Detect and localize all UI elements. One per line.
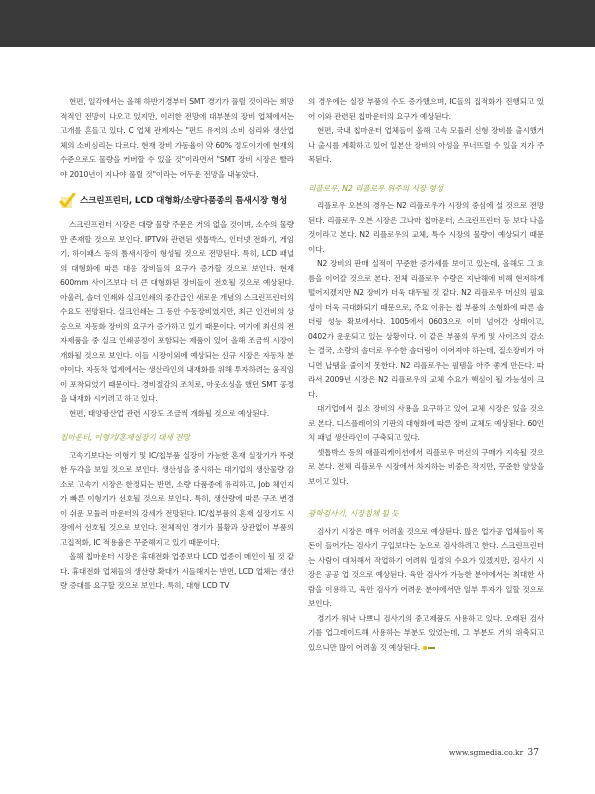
intro-paragraph: 현편, 일각에서는 올해 하반기경부터 SMT 경기가 풀릴 것이라는 희망적적인 전망이 나오고 있지만, 이러한 전망에 대부분의 장비 업체에서는 고개를 흔들고 있다. C 업체 관계자는 "펀드 유저의 소비 심리와 생산업체의 소비심리는 다르다. 현재 장비 가동율이 약 60% 정도이기에 현재의 수준으로도 물량을 커버할 수 있을 것"이라면서 "SMT 장비 시장은 빨라야 2010년이 지나야 풀릴 것"이라는 어두운 전망을 내놓았다.	[60, 97, 294, 179]
subheading-chip-mounter: 칩마운터, 이형기/혼재실장기 대세 전망	[60, 433, 190, 442]
section-heading-text: 스크린프린터, LCD 대형화/소량다품종의 틈새시장 형성	[80, 195, 288, 206]
checkmark-icon	[58, 193, 76, 209]
left-column	[60, 95, 294, 594]
section-heading	[58, 193, 294, 209]
body-paragraph: 현편, 태양광산업 관련 시장도 조금씩 개화될 것으로 예상된다.	[69, 408, 270, 418]
body-paragraph	[308, 612, 544, 656]
body-paragraph: N2 장비의 판매 실적이 꾸준한 증가세를 보이고 있는데, 올해도 그 흐름을 이어갈 것으로 본다. 전체 리플로우 수량은 지난해에 비해 현저하게 떨어지겠지만 N2 장비가 더욱 대두될 것 같다. N2 리플로우 머신의 필요성이 더욱 극대화되기 때문으로, 주요 이유는 칩 부품의 소형화에 따른 솔더링 성능 확보에서다. 1005에서 0603으로 이미 넘어간 상태이고, 0402가 운운되고 있는 상황이다. 이 같은 부품의 무게 및 사이즈의 감소는 결국, 소량의 솔더로 우수한 솔더링이 이어져야 하는데, 질소장비가 아니면 납땜을 줄이지 못한다. N2 리플로우는 필템을 아주 좋게 만든다. 따라서 2009년 시장은 N2 리플로우의 교체 수요가 핵심이 될 가능성이 크다.	[308, 259, 544, 399]
body-paragraph: 셋톱박스 등의 애플리케이션에서 리플로우 머신의 구매가 지속될 것으로 본다. 전체 리플로우 시장에서 차지하는 비중은 작지만, 꾸준한 양상을 보이고 있다.	[308, 447, 544, 486]
subheading-reflow: 리플로우, N2 리플로우 위주의 시장 형성	[308, 183, 444, 193]
subheading-aoi: 광학검사기, 시장침체 될 듯	[308, 509, 399, 518]
end-mark-icon	[422, 645, 436, 651]
body-paragraph: 고속기보다는 이형기 및 IC/칩부품 실장이 가능한 혼재 실장기가 뚜렷한 두각을 보일 것으로 보인다. 생산성을 중시하는 대기업의 생산물량 감소로 고속기 시장은 한정되는 반면, 소량 다품종에 유리하고, Job 체인지가 빠른 이형기가 선호될 것으로 보인다. 특히, 생산량에 따른 구조 변경이 쉬운 모듈러 마운터의 강세가 전망된다. IC/칩부품의 혼재 실장기도 시장에서 선호될 것으로 보인다. 전체적인 경기가 불황과 상관없이 부품의 고집적화, IC 적용율은 꾸준해지고 있기 때문이다.	[60, 450, 294, 547]
last-paragraph-text: 경기가 워낙 나쁘니 검사기의 중고제품도 사용하고 있다. 오래된 검사기를 업그레이드해 사용하는 부분도 있었는데, 그 부분도 거의 위축되고 있으니만 많이 어려울 것 예상된다.	[308, 613, 544, 652]
body-paragraph: 검사기 시장은 매우 어려울 것으로 예상된다. 많은 업가공 업체들이 목돈이 들어가는 검사기 구입보다는 눈으로 검사하려고 한다. 스크린프린터는 사람이 대처해서 작업하기 어려워 일정의 수요가 있겠지만, 검사기 시장은 공공 업 것으로 예상된다. 육안 검사가 가능한 분야에서는 최대한 사람을 이용하고, 육안 검사가 어려운 분야에서만 일부 투자가 일할 것으로 보인다.	[308, 526, 544, 608]
page-footer	[449, 748, 539, 758]
body-paragraph: 리플로우 오븐의 경우는 N2 리플로우가 시장의 중심에 설 것으로 전망된다. 리플로우 오븐 시장은 그나마 칩마운터, 스크린프린터 등 보다 나을 것이라고 본다. N2 리플로우의 교체, 특수 시장의 물량이 예상되기 때문이다.	[308, 201, 544, 254]
right-column	[308, 95, 544, 655]
body-paragraph: 현편, 국내 칩마운터 업체들이 올해 고속 모듈러 신형 장비를 출시했거나 출시를 계획하고 있어 일본산 장비의 아성을 무너뜨릴 수 있을 지가 주목된다.	[308, 126, 544, 164]
footer-url: www.sgmedia.co.kr	[449, 748, 524, 757]
body-paragraph: 올해 칩마운터 시장은 휴대전화 업종보다 LCD 업종이 메인이 될 것 같다. 휴대전화 업체들의 생산량 확대가 시들해지는 반면, LCD 업체는 생산량 증대를 요구할 것으로 보인다. 특히, 대형 LCD TV	[60, 552, 294, 590]
body-paragraph: 대기업에서 질소 장비의 사용을 요구하고 있어 교체 시장은 있을 것으로 본다. 디스플레이의 기판의 대형화에 따른 장비 교체도 예상된다. 60인치 패널 생산라인이 구축되고 있다.	[308, 404, 544, 442]
page-number: 37	[527, 748, 539, 758]
body-paragraph: 스크린프린터 시장은 대량 물량 주문은 거의 없을 것이며, 소수의 물량만 존재할 것으로 보인다. IPTV와 관련된 셋톱박스, 인터넷 전화기, 게임기, 하이패스 등의 틈새시장이 형성될 것으로 전망된다. 특히, LCD 패널의 대형화에 따른 대응 장비들의 요구가 증가할 것으로 보인다. 현재 600mm 사이즈보다 더 큰 대형화된 장비들이 전호될 것으로 예상된다. 아울러, 솔더 인쇄와 실크인쇄의 중간급인 새로운 개념의 스크린프린터의 수요도 전망된다. 실크인쇄는 그 동안 수동장비였지만, 최근 인건비의 상승으로 자동화 장비의 요구가 증가하고 있기 때문이다. 여기에 최신의 전자제품을 중 실크 인쇄공정이 포함되는 제품이 있어 올해 조금씩 시장이 개화될 것으로 보인다. 이들 시장이외에 예상되는 신규 시장은 자동차 분야이다. 자동차 업계에서는 생산라인의 내재화를 위해 투자하려는 움직임이 포착되었기 때문이다. 경비절감의 조치로, 아웃소싱을 했던 SMT 공정을 내재화 시키려고 하고 있다.	[60, 220, 294, 403]
header-band	[0, 0, 595, 47]
body-paragraph: 의 경우에는 실장 부품의 수도 증가했으며, IC들의 집적화가 진행되고 있어 이와 관련된 칩마운터의 요구가 예상된다.	[308, 97, 544, 121]
